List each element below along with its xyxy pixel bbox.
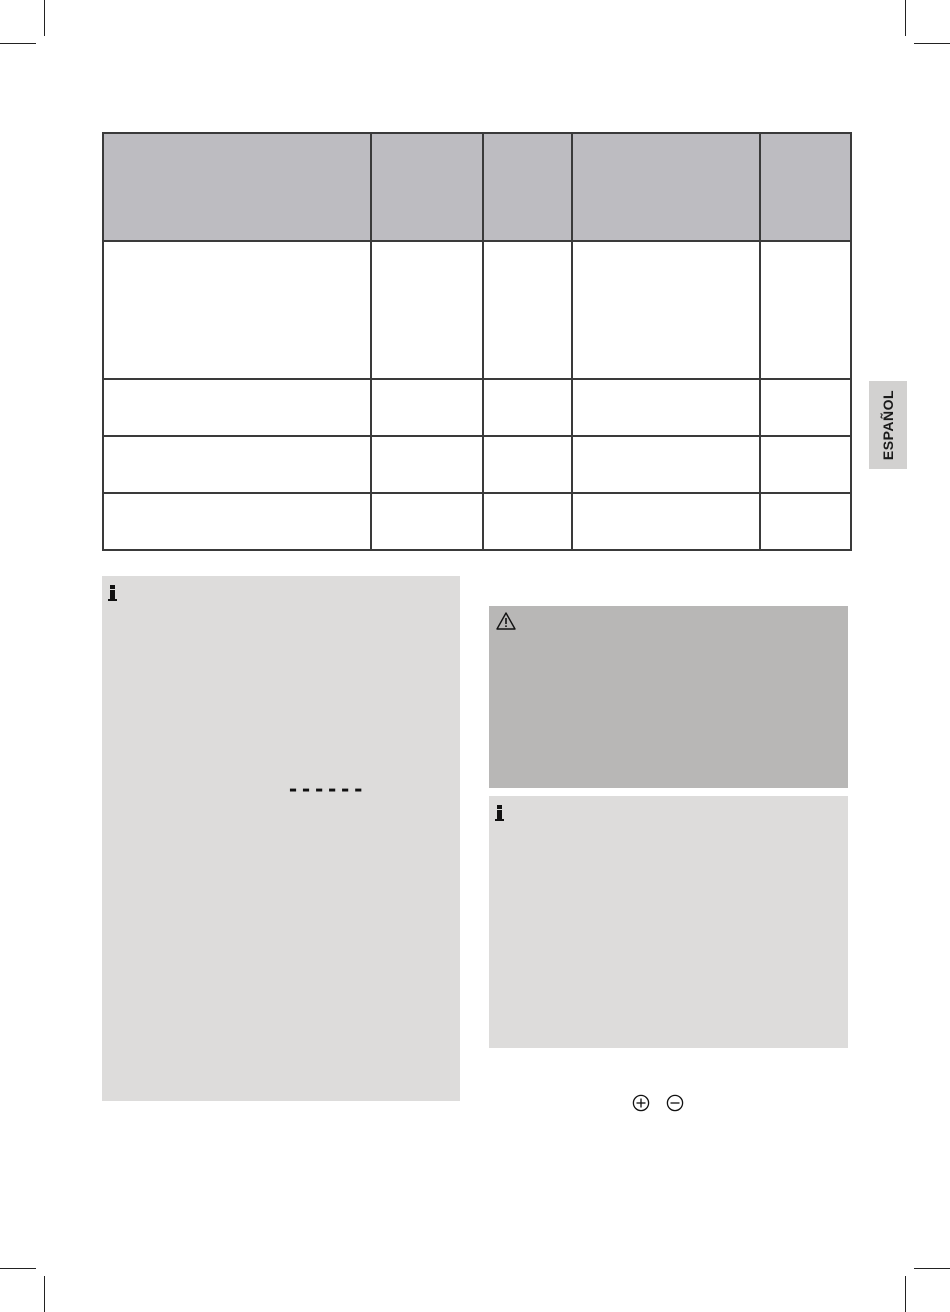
table-header-cell	[760, 133, 851, 241]
table-cell	[572, 379, 760, 436]
spec-table	[102, 132, 852, 551]
table-header-row	[103, 133, 851, 241]
crop-mark	[914, 43, 950, 44]
crop-mark	[44, 1276, 45, 1312]
crop-mark	[44, 0, 45, 36]
crop-mark	[0, 43, 36, 44]
table-cell	[371, 379, 483, 436]
info-icon	[495, 805, 504, 821]
table-header-cell	[572, 133, 760, 241]
crop-mark	[0, 1268, 36, 1269]
language-tab	[869, 381, 907, 469]
table-cell	[760, 493, 851, 550]
table-cell	[103, 493, 371, 550]
table-header-cell	[103, 133, 371, 241]
table-header-cell	[371, 133, 483, 241]
table-cell	[103, 436, 371, 493]
language-tab-label: ESPAÑOL	[880, 389, 896, 461]
table-cell	[572, 436, 760, 493]
table-cell	[760, 241, 851, 379]
plus-circle-icon	[632, 1094, 650, 1112]
display-dashes: ------	[287, 777, 366, 801]
table-cell	[483, 436, 572, 493]
table-cell	[760, 436, 851, 493]
info-note-box	[489, 796, 848, 1048]
table-row	[103, 241, 851, 379]
crop-mark	[914, 1268, 950, 1269]
info-note-box	[102, 576, 460, 1101]
crop-mark	[905, 1276, 906, 1312]
info-icon	[108, 585, 117, 601]
table-row	[103, 493, 851, 550]
table-cell	[483, 379, 572, 436]
crop-mark	[905, 0, 906, 36]
table-cell	[371, 493, 483, 550]
table-cell	[760, 379, 851, 436]
warning-triangle-icon	[496, 612, 516, 630]
minus-circle-icon	[666, 1094, 684, 1112]
table-row	[103, 436, 851, 493]
table-row	[103, 379, 851, 436]
table-header-cell	[483, 133, 572, 241]
warning-note-box	[489, 606, 848, 788]
table-cell	[483, 241, 572, 379]
table-cell	[572, 493, 760, 550]
table-cell	[103, 241, 371, 379]
table-cell	[483, 493, 572, 550]
table-cell	[371, 241, 483, 379]
table-cell	[371, 436, 483, 493]
table-cell	[103, 379, 371, 436]
table-cell	[572, 241, 760, 379]
